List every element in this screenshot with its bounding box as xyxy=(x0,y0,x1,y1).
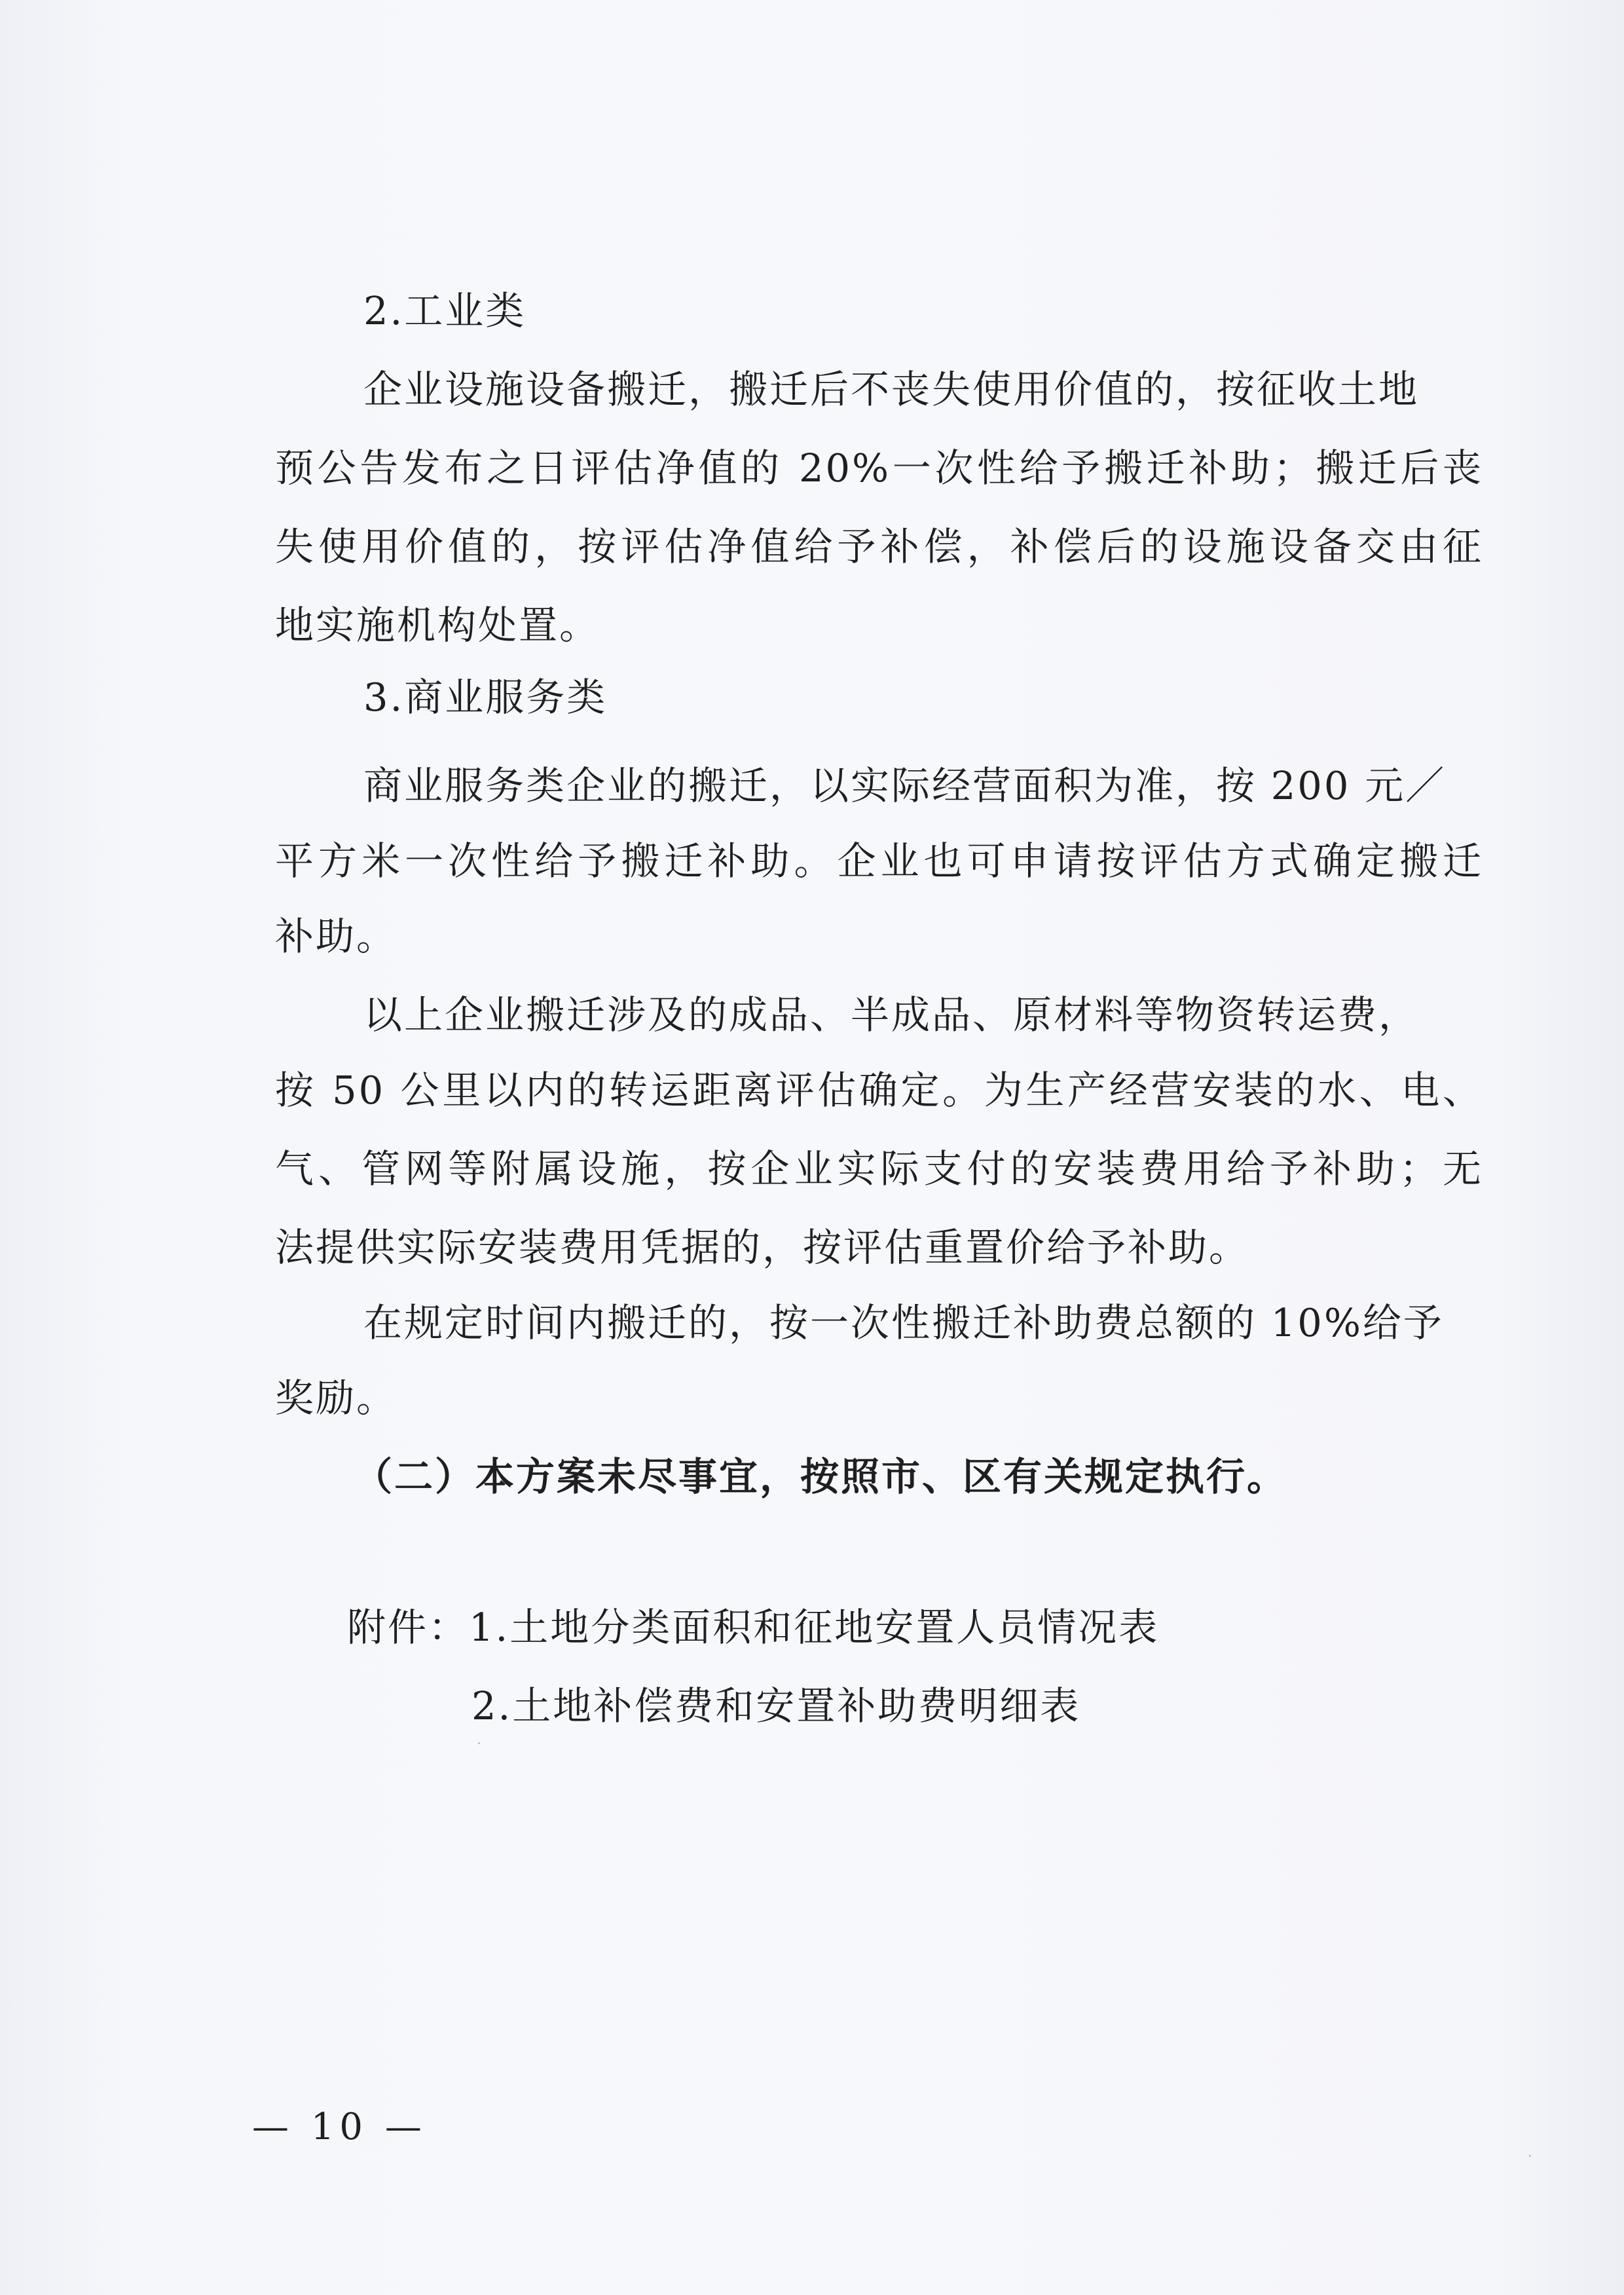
paragraph-line: 气、管网等附属设施，按企业实际支付的安装费用给予补助；无 xyxy=(275,1146,1483,1191)
page-number: — 10 — xyxy=(252,2106,427,2148)
paragraph-line: 商业服务类企业的搬迁，以实际经营面积为准，按 200 元／ xyxy=(363,763,1447,808)
paragraph-line: 平方米一次性给予搬迁补助。企业也可申请按评估方式确定搬迁 xyxy=(275,838,1483,884)
scan-speck xyxy=(478,1742,480,1744)
paragraph-line: 法提供实际安装费用凭据的，按评估重置价给予补助。 xyxy=(275,1225,1250,1270)
attachment-line-2: 2.土地补偿费和安置补助费明细表 xyxy=(471,1683,1081,1728)
section-heading-industrial: 2.工业类 xyxy=(363,288,526,333)
clause-two-heading: （二）本方案未尽事宜，按照市、区有关规定执行。 xyxy=(354,1454,1288,1499)
paragraph-line: 地实施机构处置。 xyxy=(275,603,600,648)
paragraph-line: 补助。 xyxy=(275,914,397,959)
paragraph-line: 以上企业搬迁涉及的成品、半成品、原材料等物资转运费， xyxy=(363,992,1420,1037)
attachment-line-1: 附件：1.土地分类面积和征地安置人员情况表 xyxy=(347,1605,1160,1650)
paragraph-line: 预公告发布之日评估净值的 20%一次性给予搬迁补助；搬迁后丧 xyxy=(275,445,1483,491)
section-heading-commercial: 3.商业服务类 xyxy=(363,675,608,720)
paragraph-line: 失使用价值的，按评估净值给予补偿，补偿后的设施设备交由征 xyxy=(275,524,1483,569)
paragraph-line: 按 50 公里以内的转运距离评估确定。为生产经营安装的水、电、 xyxy=(275,1068,1483,1113)
paragraph-line: 奖励。 xyxy=(275,1375,397,1421)
scan-speck xyxy=(1529,2155,1531,2157)
paragraph-line: 企业设施设备搬迁，搬迁后不丧失使用价值的，按征收土地 xyxy=(363,367,1420,412)
paragraph-line: 在规定时间内搬迁的，按一次性搬迁补助费总额的 10%给予 xyxy=(363,1300,1444,1345)
